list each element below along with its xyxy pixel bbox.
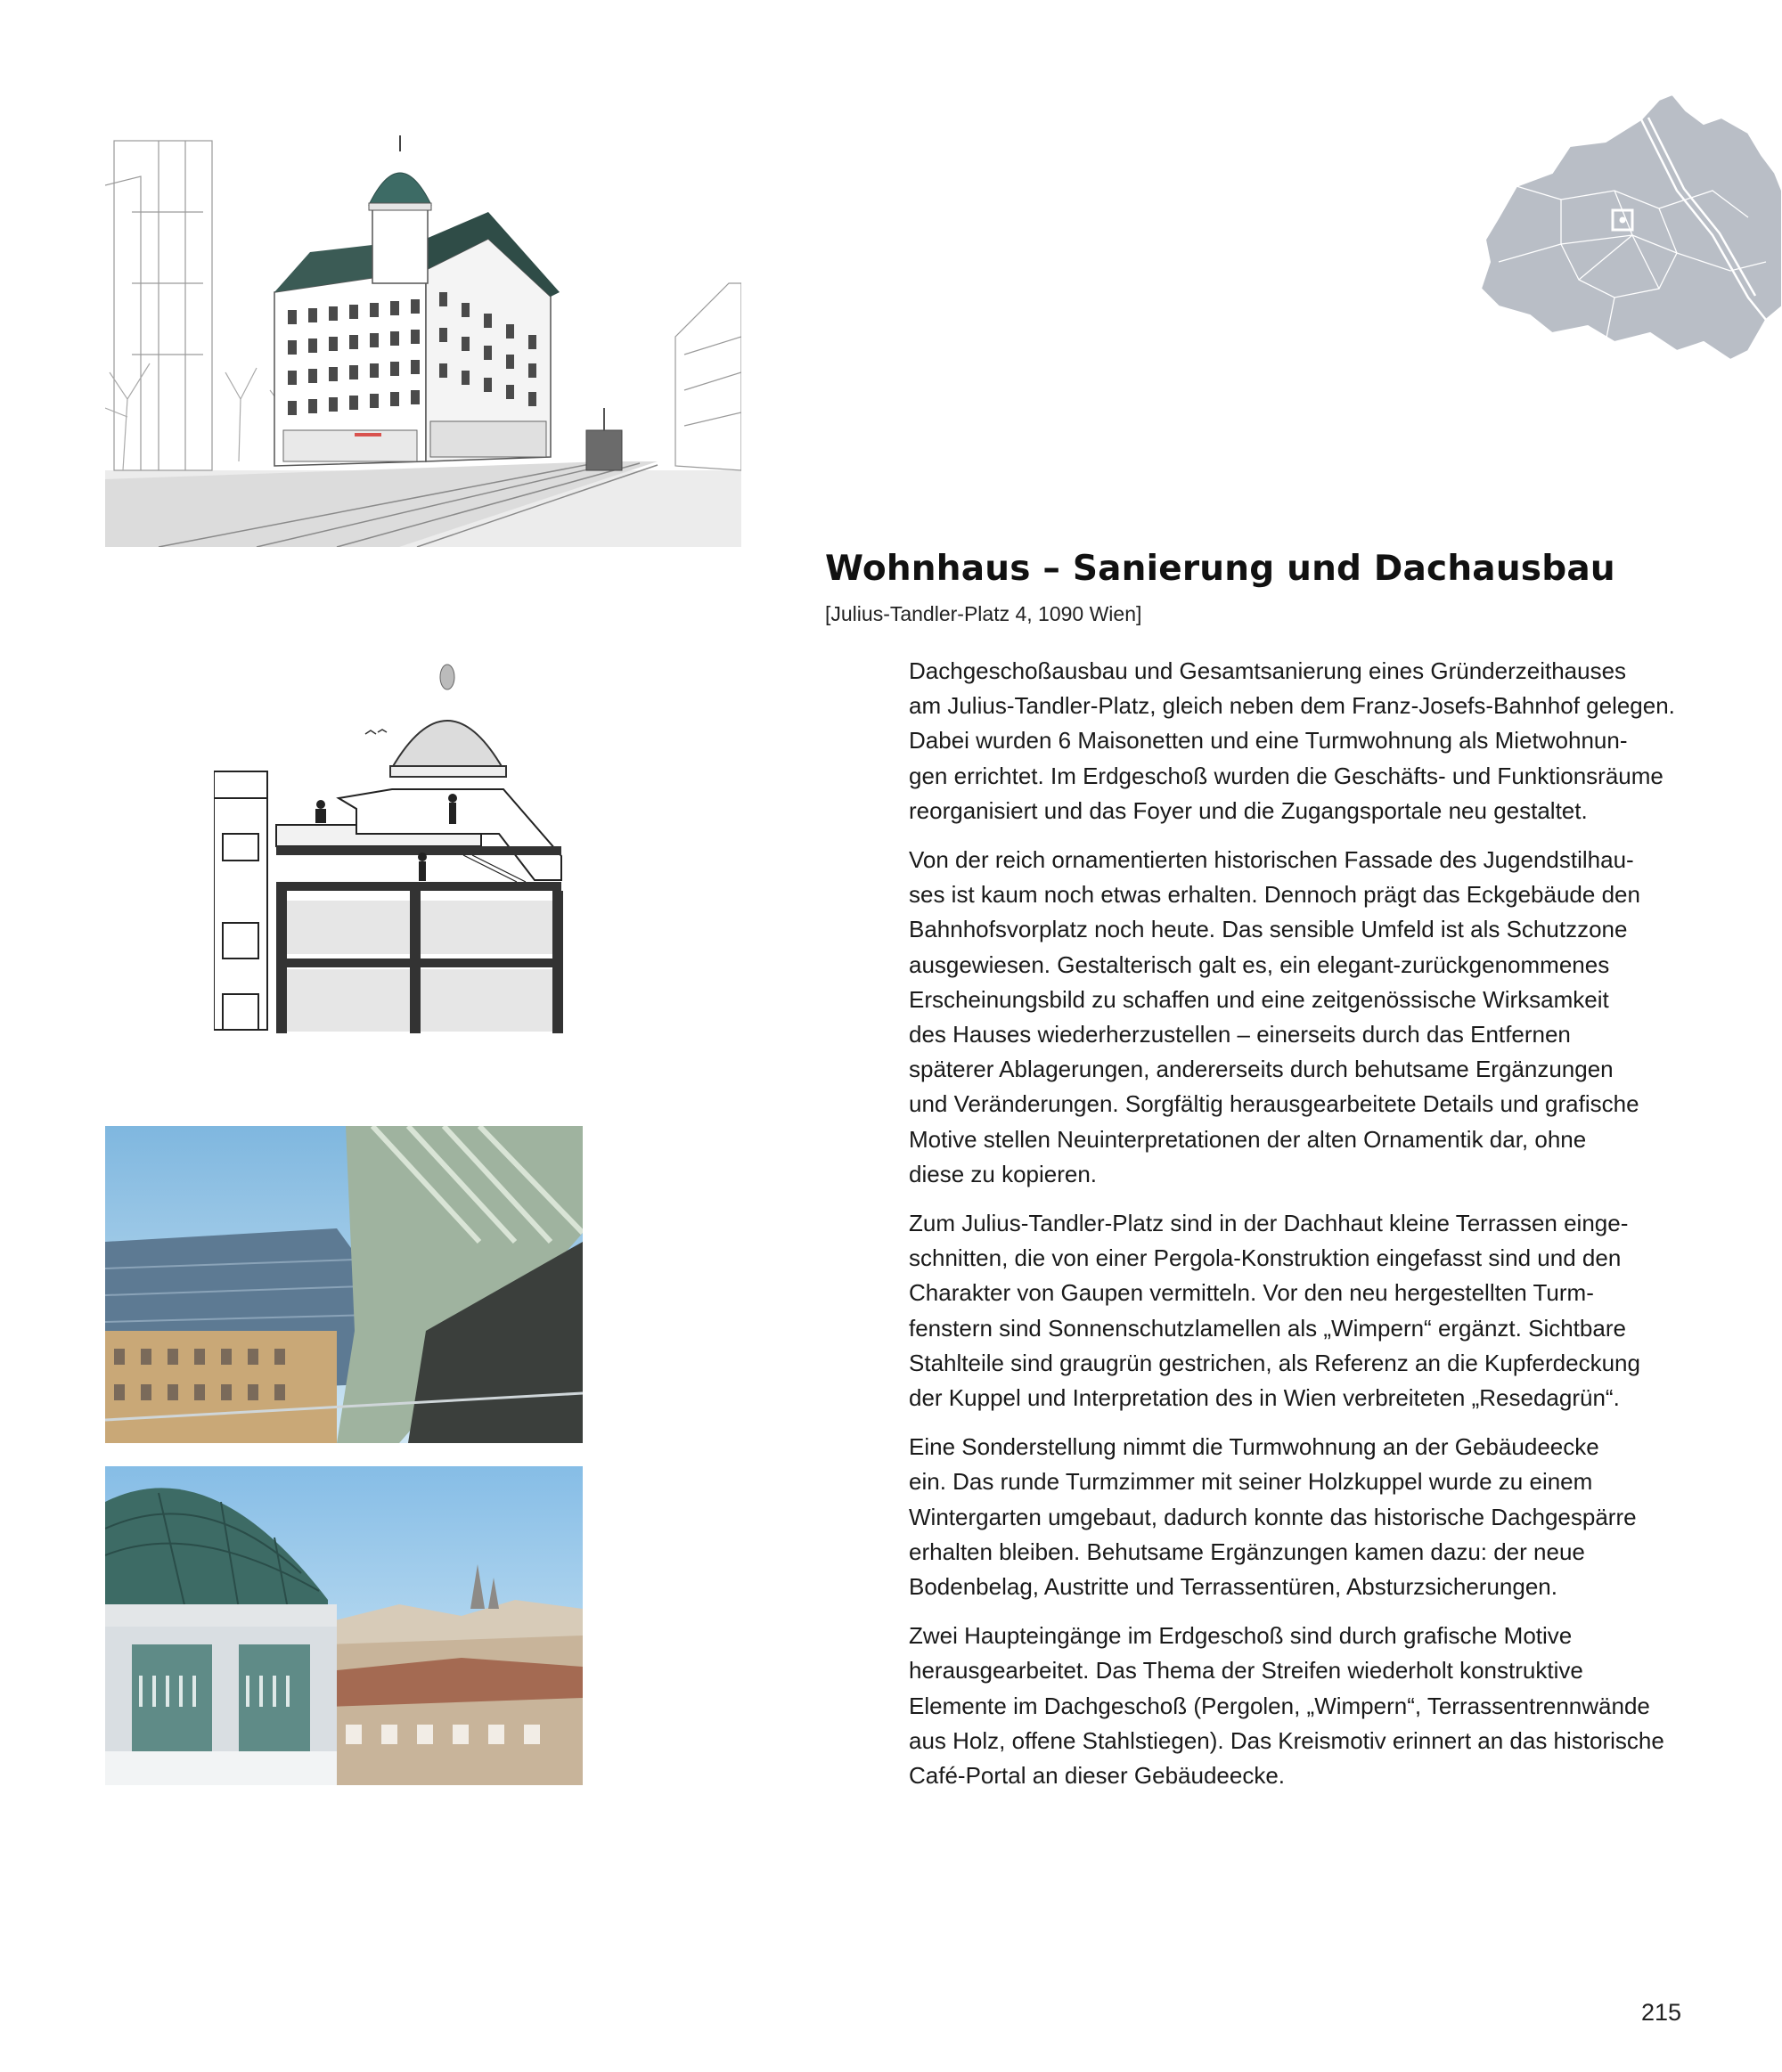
text-line: Bodenbelag, Austritte und Terrassentüren, Absturzsicherungen.: [909, 1573, 1557, 1601]
page-number: 215: [1641, 1999, 1682, 2026]
text-line: Dachgeschoßausbau und Gesamtsanierung eines Gründerzeithauses: [909, 657, 1627, 684]
text-line: des Hauses wiederherzustellen – einerseits durch das Entfernen: [909, 1021, 1571, 1048]
text-line: erhalten bleiben. Behutsame Ergänzungen kamen dazu: der neue: [909, 1538, 1585, 1565]
text-line: fenstern sind Sonnenschutzlamellen als „Wimpern“ ergänzt. Sichtbare: [909, 1314, 1626, 1342]
text-line: Café-Portal an dieser Gebäudeecke.: [909, 1762, 1286, 1790]
page-title: Wohnhaus – Sanierung und Dachausbau: [825, 549, 1615, 589]
text-line: herausgearbeitet. Das Thema der Streifen wiederholt konstruktive: [909, 1657, 1583, 1685]
text-line: Charakter von Gaupen vermitteln. Vor den neu hergestellten Turm-: [909, 1279, 1594, 1307]
text-line: Eine Sonderstellung nimmt die Turmwohnung an der Gebäudeecke: [909, 1433, 1599, 1461]
text-line: Stahlteile sind graugrün gestrichen, als Referenz an die Kupferdeckung: [909, 1349, 1640, 1376]
text-line: reorganisiert und das Foyer und die Zugangsportale neu gestaltet.: [909, 796, 1588, 824]
text-line: und Veränderungen. Sorgfältig herausgearbeitete Details und grafische: [909, 1090, 1639, 1118]
text-line: Bahnhofsvorplatz noch heute. Das sensible Umfeld ist als Schutzzone: [909, 916, 1628, 943]
text-line: späterer Ablagerungen, andererseits durch behutsame Ergänzungen: [909, 1056, 1614, 1083]
text-line: Dabei wurden 6 Maisonetten und eine Turmwohnung als Mietwohnun-: [909, 727, 1628, 755]
text-line: Von der reich ornamentierten historischen Fassade des Jugendstilhau-: [909, 846, 1634, 874]
text-line: ausgewiesen. Gestalterisch galt es, ein elegant-zurückgenommenes: [909, 950, 1610, 978]
paragraph-2: [909, 843, 1693, 1192]
text-line: am Julius-Tandler-Platz, gleich neben dem Franz-Josefs-Bahnhof gelegen.: [909, 692, 1675, 720]
photo-dome-cityscape: [105, 1466, 583, 1785]
text-line: Erscheinungsbild zu schaffen und eine zeitgenössische Wirksamkeit: [909, 985, 1609, 1013]
text-line: Motive stellen Neuinterpretationen der alten Ornamentik dar, ohne: [909, 1125, 1587, 1153]
text-line: diese zu kopieren.: [909, 1160, 1098, 1187]
text-line: der Kuppel und Interpretation des in Wien verbreiteten „Resedagrün“.: [909, 1384, 1620, 1412]
paragraph-1: [909, 654, 1693, 828]
photo-terrace-view: [105, 1126, 583, 1443]
paragraph-3: [909, 1206, 1693, 1415]
building-section-drawing: [214, 656, 577, 1044]
text-line: ses ist kaum noch etwas erhalten. Dennoch prägt das Eckgebäude den: [909, 881, 1640, 909]
text-line: Elemente im Dachgeschoß (Pergolen, „Wimpern“, Terrassentrennwände: [909, 1692, 1650, 1719]
text-line: schnitten, die von einer Pergola-Konstruktion eingefasst sind und den: [909, 1244, 1622, 1272]
body-text: [909, 654, 1693, 1807]
paragraph-4: [909, 1430, 1693, 1604]
paragraph-5: [909, 1619, 1693, 1793]
street-perspective-sketch: [105, 105, 741, 547]
text-line: Zwei Haupteingänge im Erdgeschoß sind durch grafische Motive: [909, 1622, 1573, 1650]
text-line: Zum Julius-Tandler-Platz sind in der Dachhaut kleine Terrassen einge-: [909, 1210, 1629, 1237]
text-line: Wintergarten umgebaut, dadurch konnte das historische Dachgespärre: [909, 1503, 1637, 1530]
address-line: [Julius-Tandler-Platz 4, 1090 Wien]: [825, 602, 1142, 625]
text-line: aus Holz, offene Stahlstiegen). Das Kreismotiv erinnert an das historische: [909, 1726, 1664, 1754]
text-line: ein. Das runde Turmzimmer mit seiner Holzkuppel wurde zu einem: [909, 1468, 1593, 1496]
text-line: gen errichtet. Im Erdgeschoß wurden die Geschäfts- und Funktionsräume: [909, 762, 1663, 789]
vienna-locator-map: [1481, 93, 1782, 360]
